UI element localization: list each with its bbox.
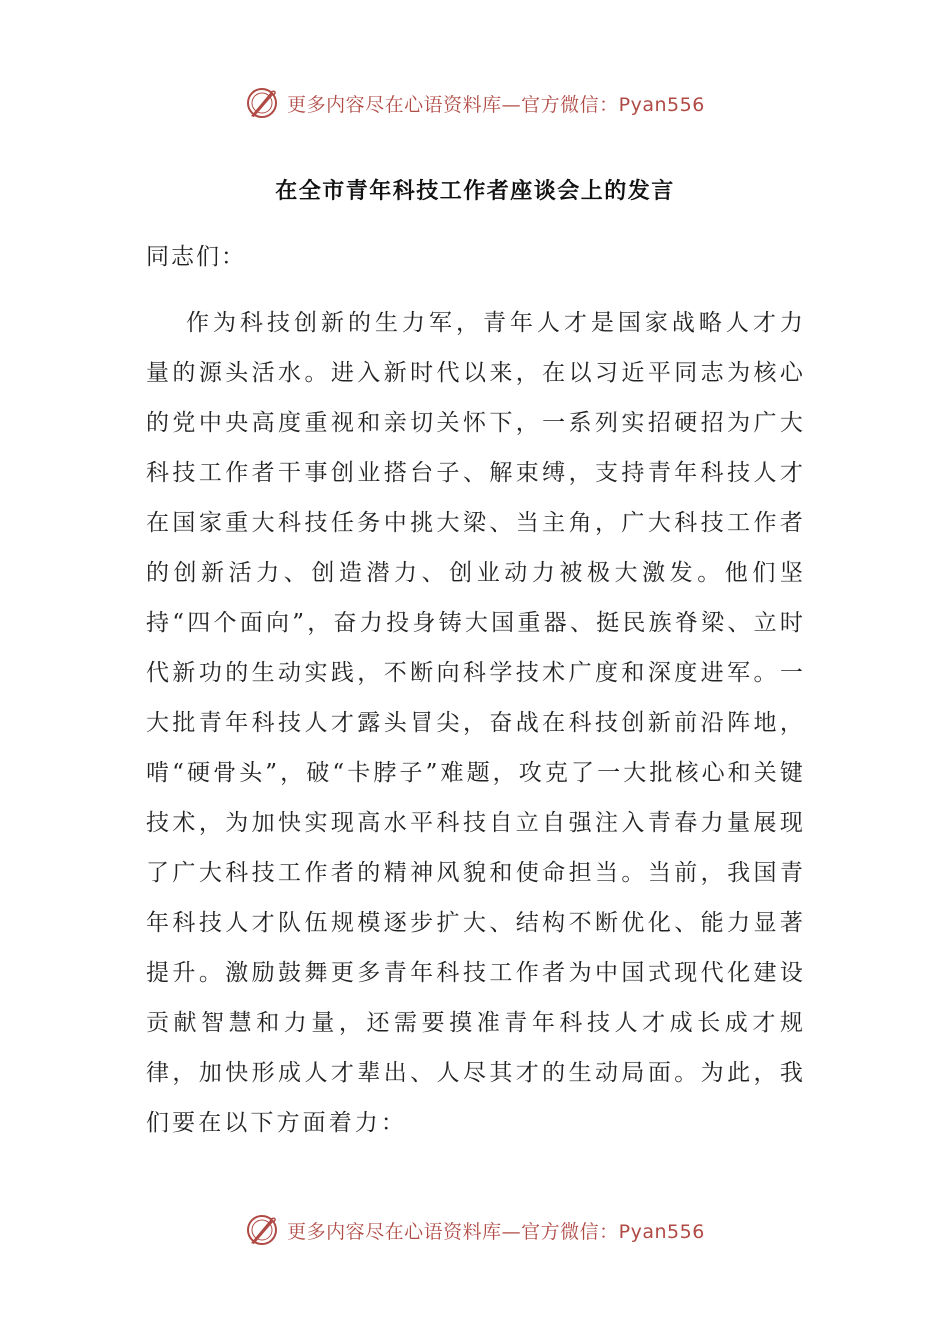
watermark-text: 更多内容尽在心语资料库—官方微信：Pyan556 [287,93,705,116]
footer-watermark [0,1210,950,1250]
quill-logo-icon [245,1213,279,1247]
quill-logo-icon [245,86,279,120]
header-watermark [0,83,950,123]
wechat-id: Pyan556 [618,93,705,116]
wechat-id: Pyan556 [618,1220,705,1243]
salutation: 同志们： [146,244,246,270]
document-title: 在全市青年科技工作者座谈会上的发言 [275,179,675,204]
body-paragraph: 作为科技创新的生力军，青年人才是国家战略人才力量的源头活水。进入新时代以来，在以习近平同志为核心的党中央高度重视和亲切关怀下，一系列实招硬招为广大科技工作者干事创业搭台子、解束缚，支持青年科技人才在国家重大科技任务中挑大梁、当主角，广大科技工作者的创新活力、创造潜力、创业动力被极大激发。他们坚持“四个面向”，奋力投身铸大国重器、挺民族脊梁、立时代新功的生动实践，不断向科学技术广度和深度进军。一大批青年科技人才露头冒尖，奋战在科技创新前沿阵地，啃“硬骨头”，破“卡脖子”难题，攻克了一大批核心和关键技术，为加快实现高水平科技自立自强注入青春力量展现了广大科技工作者的精神风貌和使命担当。当前，我国青年科技人才队伍规模逐步扩大、结构不断优化、能力显著提升。激励鼓舞更多青年科技工作者为中国式现代化建设贡献智慧和力量，还需要摸准青年科技人才成长成才规律，加快形成人才辈出、人尽其才的生动局面。为此，我们要在以下方面着力： [146,310,806,1136]
watermark-text: 更多内容尽在心语资料库—官方微信：Pyan556 [287,1220,705,1243]
